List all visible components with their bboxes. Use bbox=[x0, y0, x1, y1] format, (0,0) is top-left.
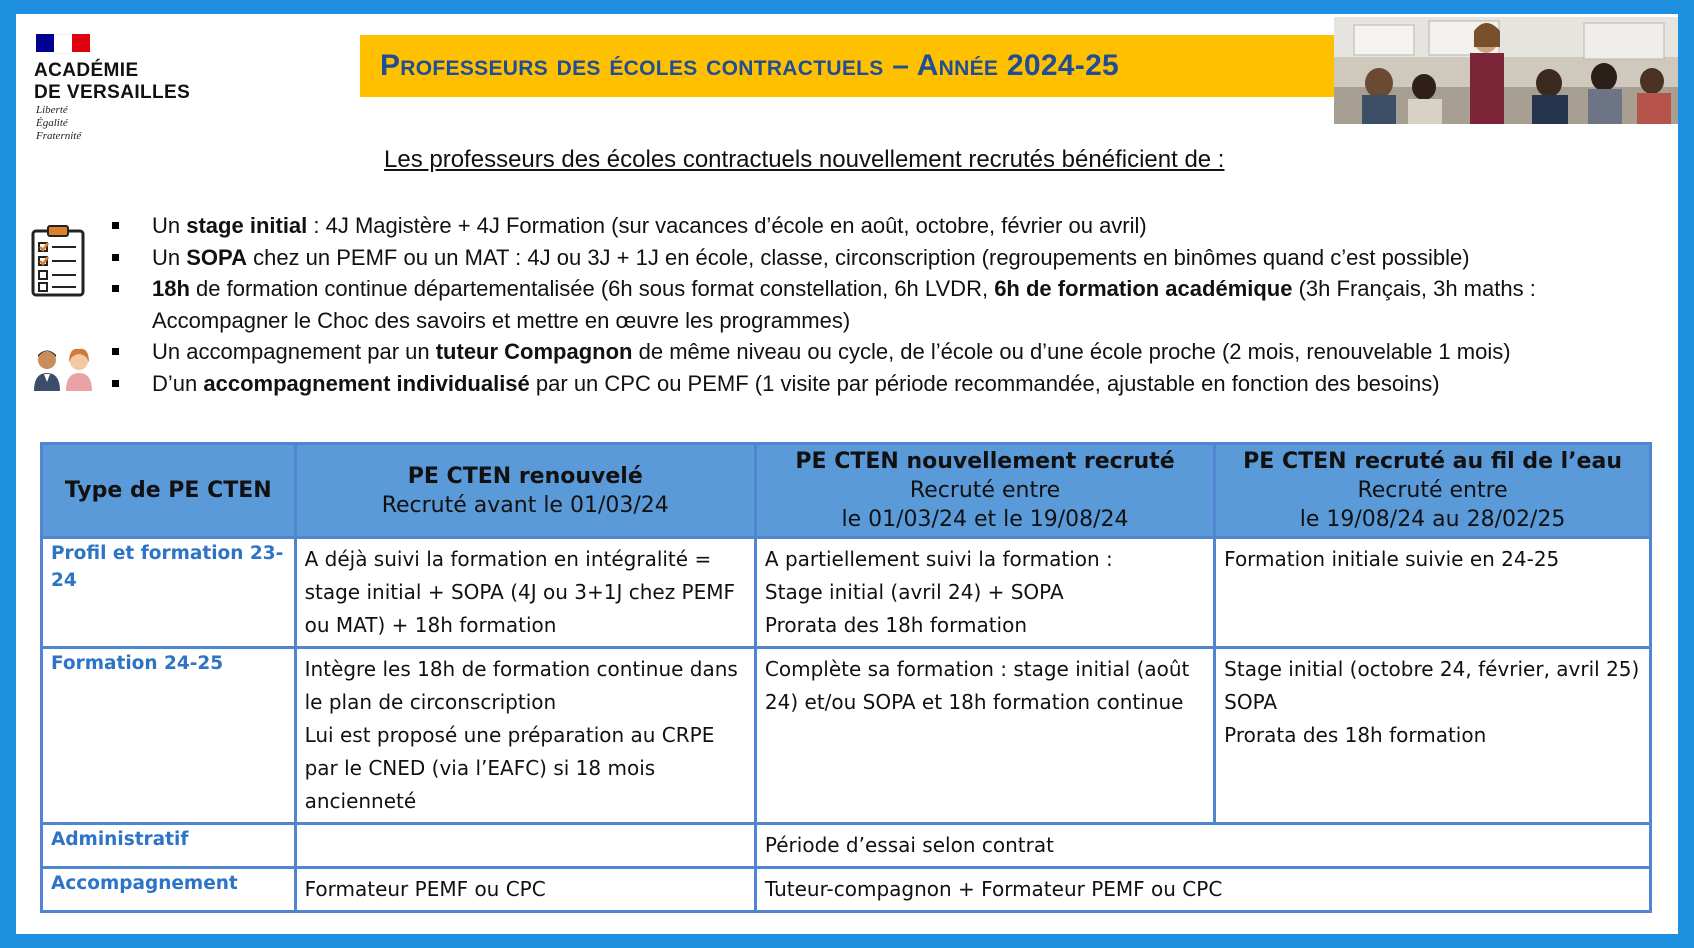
benefit-tuteur-compagnon: Un accompagnement par un tuteur Compagnon de même niveau ou cycle, de l’école ou d’une école proche (2 mois, renouvelable 1 mois) bbox=[112, 336, 1672, 368]
motto-fraternite: Fraternité bbox=[36, 130, 82, 142]
title-banner bbox=[360, 35, 1336, 97]
cell-formation-renouvele: Intègre les 18h de formation continue dans le plan de circonscription Lui est proposé une préparation au CRPE par le CNED (via l’EAFC) si 18 mois ancienneté bbox=[295, 648, 755, 824]
pe-cten-table bbox=[40, 442, 1652, 913]
header-fil-de-l-eau: PE CTEN recruté au fil de l’eau Recruté entre le 19/08/24 au 28/02/25 bbox=[1215, 444, 1651, 538]
table-row bbox=[42, 824, 1651, 868]
checklist-clipboard-icon bbox=[30, 225, 86, 297]
academie-logo bbox=[34, 34, 214, 143]
motto-egalite: Égalité bbox=[36, 117, 68, 129]
page-title: Professeurs des écoles contractuels – Année 2024-25 bbox=[380, 49, 1120, 82]
cell-accompagnement-merged: Tuteur-compagnon + Formateur PEMF ou CPC bbox=[755, 868, 1650, 912]
cell-formation-fil: Stage initial (octobre 24, février, avril 25) SOPA Prorata des 18h formation bbox=[1215, 648, 1651, 824]
benefit-18h-formation: 18h de formation continue départementalisée (6h sous format constellation, 6h LVDR, 6h de formation académique (3h Français, 3h maths : Accompagner le Choc des savoirs et mettre en œuvre les programmes) bbox=[112, 273, 1672, 336]
header-nouvellement-recrute: PE CTEN nouvellement recruté Recruté entre le 01/03/24 et le 19/08/24 bbox=[755, 444, 1214, 538]
corner-header: Type de PE CTEN bbox=[42, 444, 296, 538]
table-row bbox=[42, 648, 1651, 824]
table-header-row bbox=[42, 444, 1651, 538]
classroom-photo bbox=[1334, 17, 1678, 124]
cell-profil-fil: Formation initiale suivie en 24-25 bbox=[1215, 538, 1651, 648]
people-tutor-icon bbox=[30, 347, 96, 391]
cell-administratif-merged: Période d’essai selon contrat bbox=[755, 824, 1650, 868]
cell-profil-renouvele: A déjà suivi la formation en intégralité = stage initial + SOPA (4J ou 3+1J chez PEMF ou MAT) + 18h formation bbox=[295, 538, 755, 648]
benefit-accompagnement-individualise: D’un accompagnement individualisé par un CPC ou PEMF (1 visite par période recommandée, ajustable en fonction des besoins) bbox=[112, 368, 1672, 400]
benefits-list bbox=[112, 210, 1672, 399]
cell-accompagnement-renouvele: Formateur PEMF ou CPC bbox=[295, 868, 755, 912]
benefit-stage-initial: Un stage initial : 4J Magistère + 4J Formation (sur vacances d’école en août, octobre, février ou avril) bbox=[112, 210, 1672, 242]
row-label-profil: Profil et formation 23-24 bbox=[42, 538, 296, 648]
row-label-accompagnement: Accompagnement bbox=[42, 868, 296, 912]
intro-subtitle: Les professeurs des écoles contractuels nouvellement recrutés bénéficient de : bbox=[384, 146, 1225, 173]
header-renouvele: PE CTEN renouvelé Recruté avant le 01/03/24 bbox=[295, 444, 755, 538]
row-label-administratif: Administratif bbox=[42, 824, 296, 868]
classroom-photo-illustration bbox=[1334, 17, 1678, 124]
row-label-formation: Formation 24-25 bbox=[42, 648, 296, 824]
benefit-sopa: Un SOPA chez un PEMF ou un MAT : 4J ou 3J + 1J en école, classe, circonscription (regroupements en binômes quand c’est possible) bbox=[112, 242, 1672, 274]
motto-liberte: Liberté bbox=[36, 104, 68, 116]
table-row bbox=[42, 538, 1651, 648]
logo-line-2: DE VERSAILLES bbox=[34, 82, 191, 103]
slide bbox=[16, 14, 1678, 934]
republic-flag-icon bbox=[36, 34, 90, 52]
table-row bbox=[42, 868, 1651, 912]
cell-profil-nouveau: A partiellement suivi la formation : Stage initial (avril 24) + SOPA Prorata des 18h formation bbox=[755, 538, 1214, 648]
cell-administratif-renouvele bbox=[295, 824, 755, 868]
cell-formation-nouveau: Complète sa formation : stage initial (août 24) et/ou SOPA et 18h formation continue bbox=[755, 648, 1214, 824]
logo-line-1: ACADÉMIE bbox=[34, 60, 139, 81]
